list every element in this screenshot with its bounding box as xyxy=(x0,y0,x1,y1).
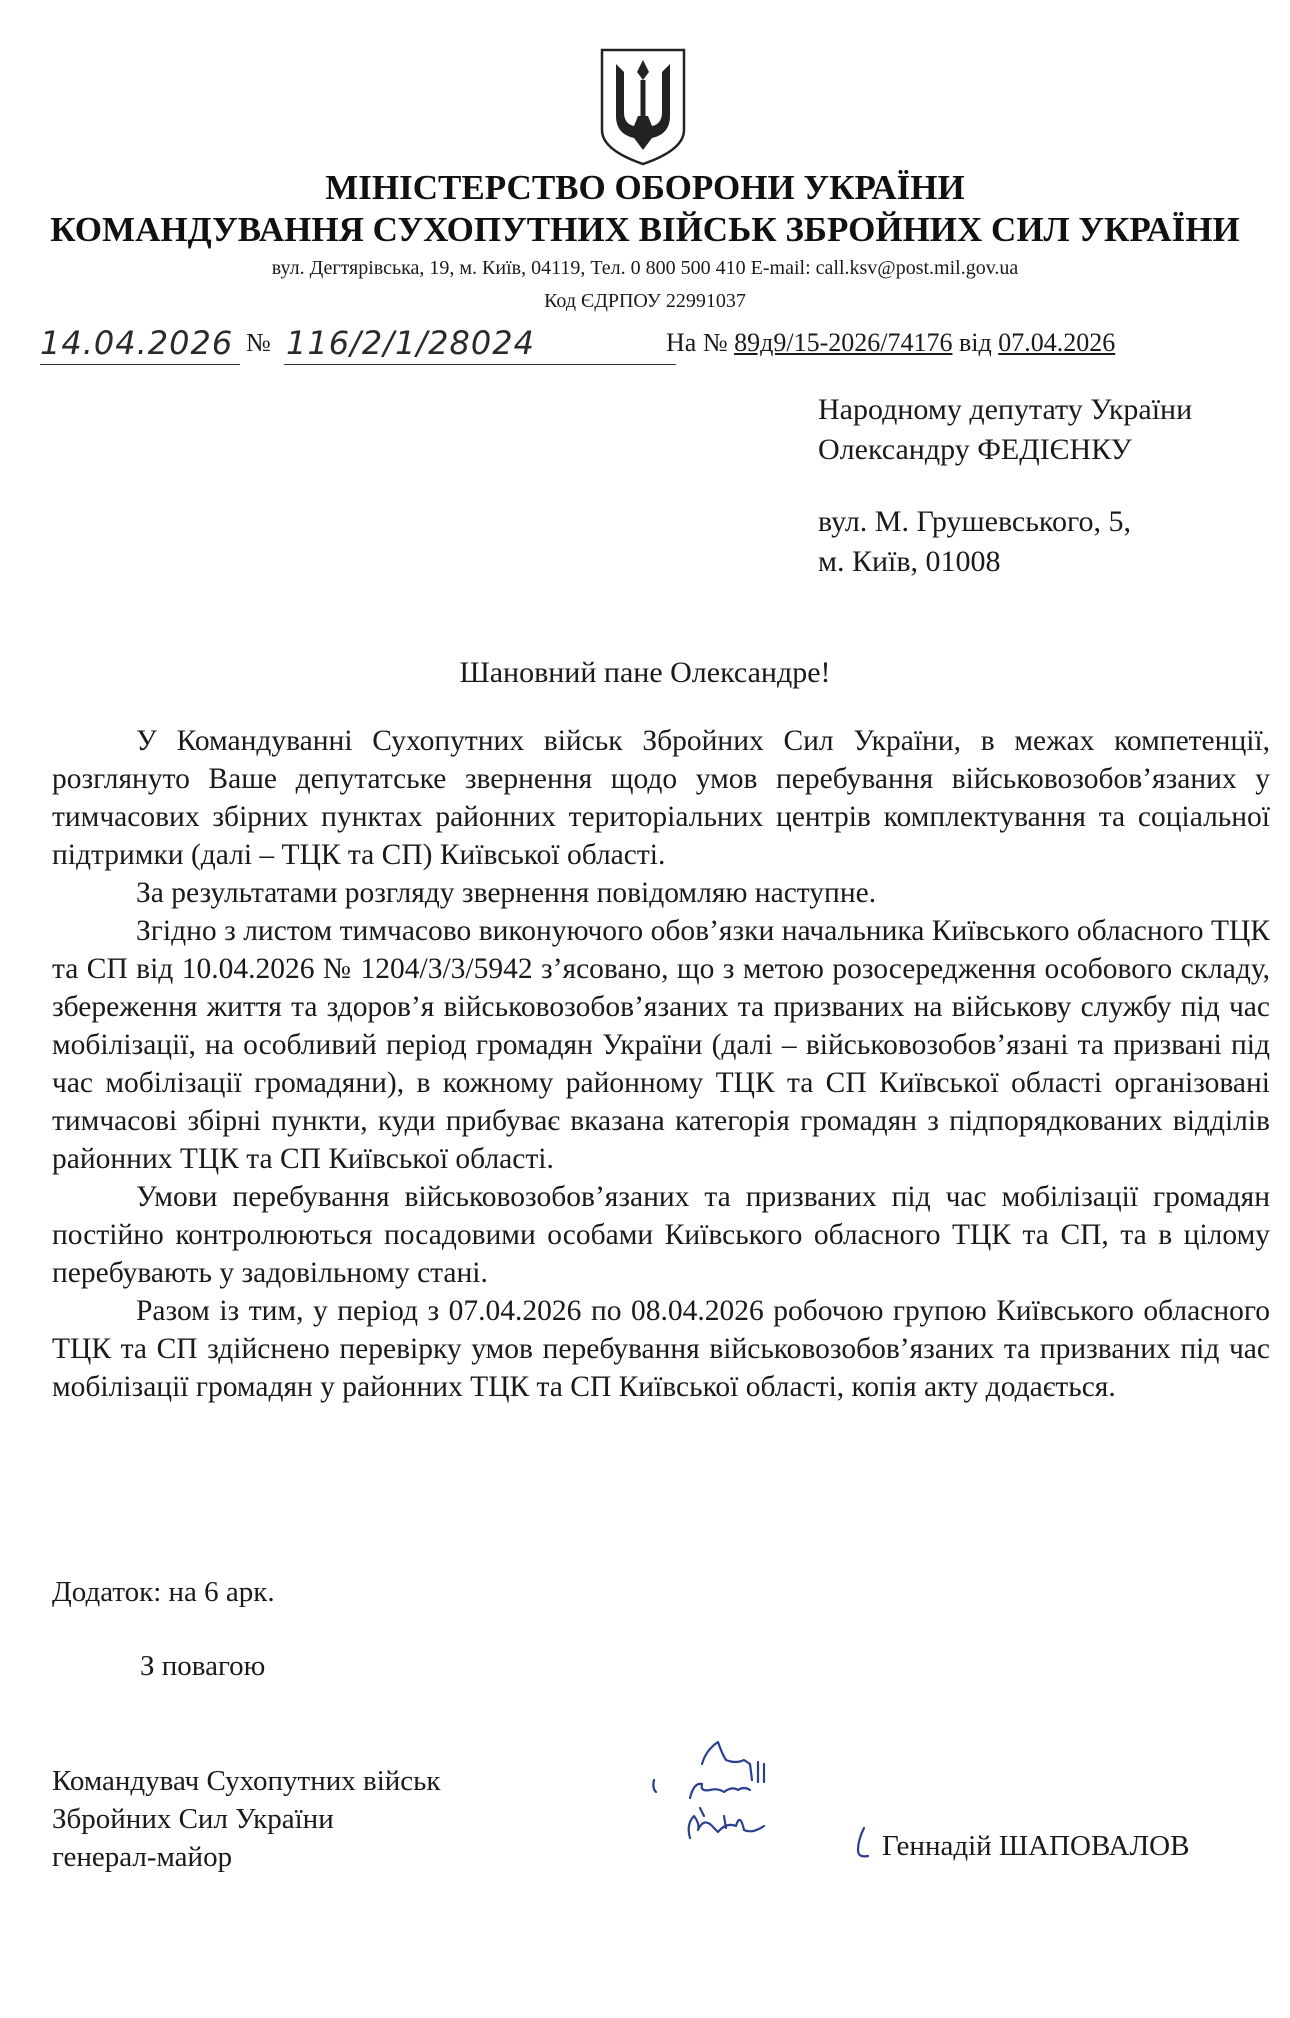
reference xyxy=(666,328,1115,358)
salutation: Шановний пане Олександре! xyxy=(459,656,831,689)
signatory-title-line-1: Командувач Сухопутних військ xyxy=(52,1765,441,1797)
body-paragraph-4: Умови перебування військовозобов’язаних та призваних під час мобілізації громадян постійно контролюються посадовими особами Київського обласного ТЦК та СП, та в цілому перебувають у задовільному стані. xyxy=(52,1181,1270,1289)
number-underline xyxy=(284,364,676,365)
body-paragraph-5: Разом із тим, у період з 07.04.2026 по 08.04.2026 робочою групою Київського обласного ТЦК та СП здійснено перевірку умов перебування військовозобов’язаних та призваних під час мобілізації громадян у районних ТЦК та СП Київської області, копія акту додається. xyxy=(52,1295,1270,1403)
signatory-title-block xyxy=(52,1762,440,1876)
body-paragraph-3: Згідно з листом тимчасово виконуючого обов’язки начальника Київського обласного ТЦК та СП від 10.04.2026 № 1204/3/3/5942 з’ясовано, що з метою розосередження особового складу, збереження життя та здоров’я військовозобов’язаних та призваних на військову службу під час мобілізації, на особливий період громадян України (далі – військовозобов’язані та призвані під час мобілізації громадяни), в кожному районному ТЦК та СП Київської області організовані тимчасові збірні пункти, куди прибуває вказана категорія громадян з підпорядкованих відділів районних ТЦК та СП Київської області. xyxy=(52,915,1270,1175)
ref-number: 89д9/15-2026/74176 xyxy=(734,328,953,357)
outgoing-number: 116/2/1/28024 xyxy=(286,324,535,362)
signatory-name: Геннадій ШАПОВАЛОВ xyxy=(882,1830,1190,1862)
organization-address: вул. Дегтярівська, 19, м. Київ, 04119, Тел. 0 800 500 410 E-mail: call.ksv@post.mil.gov.ua xyxy=(271,257,1019,279)
ref-from: від xyxy=(958,328,992,357)
closing-regards: З повагою xyxy=(140,1650,266,1682)
signatory-rank: генерал-майор xyxy=(52,1841,233,1873)
attachment-note: Додаток: на 6 арк. xyxy=(52,1576,275,1608)
registration-row xyxy=(40,324,1240,370)
recipient-street: вул. М. Грушевського, 5, xyxy=(818,505,1132,538)
ministry-title: МІНІСТЕРСТВО ОБОРОНИ УКРАЇНИ xyxy=(325,168,965,207)
ref-date: 07.04.2026 xyxy=(998,328,1116,357)
recipient-city: м. Київ, 01008 xyxy=(818,545,1001,578)
ref-prefix: На № xyxy=(666,328,728,357)
body-paragraph-2: За результатами розгляду звернення повідомляю наступне. xyxy=(136,877,877,909)
number-label: № xyxy=(246,328,271,357)
edrpou-code: Код ЄДРПОУ 22991037 xyxy=(544,290,746,312)
body-paragraph-1: У Командуванні Сухопутних військ Збройних Сил України, в межах компетенції, розглянуто Ваше депутатське звернення щодо умов перебування військовозобов’язаних у тимчасових збірних пунктах районних територіальних центрів комплектування та соціальної підтримки (далі – ТЦК та СП) Київської області. xyxy=(52,725,1270,871)
recipient-name: Олександру ФЕДІЄНКУ xyxy=(818,433,1132,466)
letter-body xyxy=(52,722,1270,1406)
recipient-position: Народному депутату України xyxy=(818,393,1193,426)
outgoing-date: 14.04.2026 xyxy=(40,324,234,362)
recipient-block xyxy=(818,390,1192,582)
date-underline xyxy=(40,364,240,365)
handwritten-signature-icon xyxy=(640,1720,860,1850)
command-title: КОМАНДУВАННЯ СУХОПУТНИХ ВІЙСЬК ЗБРОЙНИХ СИЛ УКРАЇНИ xyxy=(50,210,1240,249)
signatory-title-line-2: Збройних Сил України xyxy=(52,1803,334,1835)
signature-mark-icon xyxy=(850,1826,872,1860)
trident-coat-of-arms-icon xyxy=(596,46,690,168)
